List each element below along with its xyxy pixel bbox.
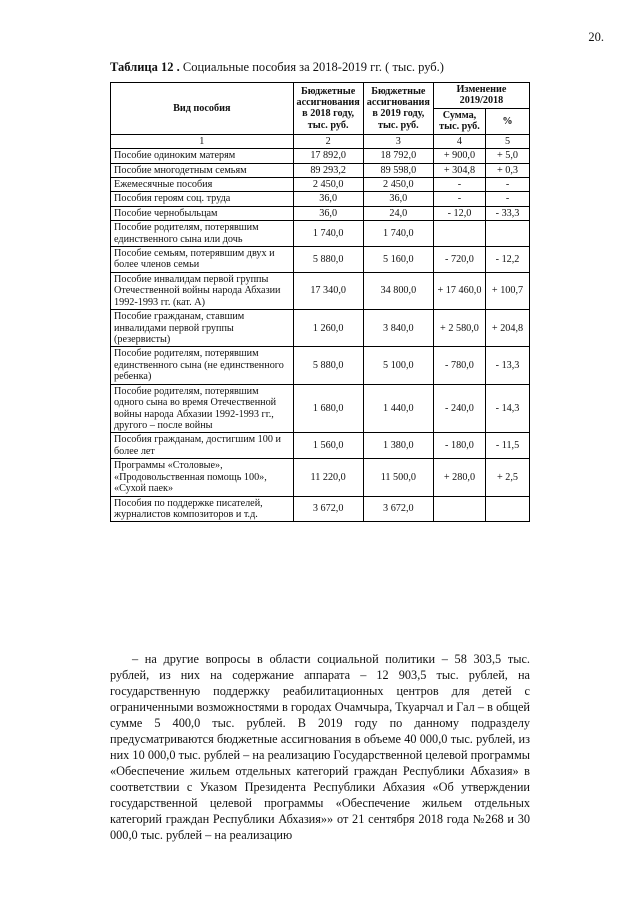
table-column-numbers-row <box>111 134 530 148</box>
row-change-sum: + 304,8 <box>433 163 485 177</box>
row-value-2018: 2 450,0 <box>293 177 363 191</box>
table-row <box>111 177 530 191</box>
row-value-2019: 18 792,0 <box>363 149 433 163</box>
row-change-sum: - <box>433 177 485 191</box>
row-value-2018: 89 293,2 <box>293 163 363 177</box>
table-caption-text: Социальные пособия за 2018-2019 гг. ( тыс. руб.) <box>179 60 444 74</box>
row-value-2018: 17 340,0 <box>293 272 363 309</box>
row-change-pct: - <box>486 192 530 206</box>
row-change-pct: - 12,2 <box>486 247 530 273</box>
row-label: Программы «Столовые», «Продовольственная помощь 100», «Сухой паек» <box>111 459 294 496</box>
row-value-2018: 5 880,0 <box>293 247 363 273</box>
row-value-2018: 1 560,0 <box>293 433 363 459</box>
table-caption <box>110 60 580 75</box>
row-change-pct <box>486 496 530 522</box>
row-label: Пособие родителям, потерявшим единственного сына или дочь <box>111 221 294 247</box>
row-value-2019: 5 160,0 <box>363 247 433 273</box>
table-row <box>111 206 530 220</box>
row-value-2019: 3 672,0 <box>363 496 433 522</box>
table-row <box>111 347 530 384</box>
row-change-pct: + 2,5 <box>486 459 530 496</box>
row-value-2018: 36,0 <box>293 192 363 206</box>
header-change-sum: Сумма, тыс. руб. <box>433 108 485 134</box>
header-2018: Бюджетные ассигнования в 2018 году, тыс. руб. <box>293 83 363 135</box>
row-change-sum: + 2 580,0 <box>433 310 485 347</box>
row-value-2019: 3 840,0 <box>363 310 433 347</box>
row-label: Пособия гражданам, достигшим 100 и более лет <box>111 433 294 459</box>
row-label: Пособие чернобыльцам <box>111 206 294 220</box>
row-change-sum: + 900,0 <box>433 149 485 163</box>
row-change-sum: - 720,0 <box>433 247 485 273</box>
row-value-2019: 36,0 <box>363 192 433 206</box>
table-body <box>111 149 530 522</box>
table-row <box>111 459 530 496</box>
row-value-2019: 89 598,0 <box>363 163 433 177</box>
row-value-2019: 34 800,0 <box>363 272 433 309</box>
social-benefits-table <box>110 82 530 522</box>
row-change-sum: - 780,0 <box>433 347 485 384</box>
table-caption-label: Таблица 12 . <box>110 60 180 74</box>
table-row <box>111 221 530 247</box>
table-head <box>111 83 530 149</box>
row-value-2018: 3 672,0 <box>293 496 363 522</box>
header-change: Изменение 2019/2018 <box>433 83 529 109</box>
row-label: Пособие родителям, потерявшим единственного сына (не единственного ребенка) <box>111 347 294 384</box>
colnum-1: 1 <box>111 134 294 148</box>
row-label: Пособие многодетным семьям <box>111 163 294 177</box>
header-benefit-type: Вид пособия <box>111 83 294 135</box>
colnum-3: 3 <box>363 134 433 148</box>
row-value-2018: 1 740,0 <box>293 221 363 247</box>
row-change-sum: + 280,0 <box>433 459 485 496</box>
row-change-pct: - 14,3 <box>486 384 530 433</box>
row-label: Пособие семьям, потерявшим двух и более членов семьи <box>111 247 294 273</box>
row-value-2019: 11 500,0 <box>363 459 433 496</box>
colnum-2: 2 <box>293 134 363 148</box>
row-change-pct: - <box>486 177 530 191</box>
colnum-5: 5 <box>486 134 530 148</box>
row-change-sum: - 240,0 <box>433 384 485 433</box>
table-row <box>111 433 530 459</box>
body-paragraph <box>110 652 530 844</box>
table-row <box>111 163 530 177</box>
row-change-pct <box>486 221 530 247</box>
row-change-pct: + 5,0 <box>486 149 530 163</box>
colnum-4: 4 <box>433 134 485 148</box>
row-label: Ежемесячные пособия <box>111 177 294 191</box>
row-value-2018: 36,0 <box>293 206 363 220</box>
header-2019: Бюджетные ассигнования в 2019 году, тыс. руб. <box>363 83 433 135</box>
row-value-2018: 5 880,0 <box>293 347 363 384</box>
table-row <box>111 310 530 347</box>
row-value-2019: 2 450,0 <box>363 177 433 191</box>
row-value-2018: 17 892,0 <box>293 149 363 163</box>
paragraph-text: – на другие вопросы в области социальной политики – 58 303,5 тыс. рублей, из них на содержание аппарата – 12 903,5 тыс. рублей, на государственную поддержку реабилитационных центров для детей с ограниченными возможностями в городах Очамчыра, Ткуарчал и Гал – в общей сумме 5 400,0 тыс. рублей. В 2019 году по данному подразделу предусматриваются бюджетные ассигнования в объеме 40 000,0 тыс. рублей, из них 10 000,0 тыс. рублей – на реализацию Государственной целевой программы «Обеспечение жильем отдельных категорий граждан Республики Абхазия» в соответствии с Указом Президента Республики Абхазия «Об утверждении государственной целевой программы «Обеспечение жильем отдельных категорий граждан Республики Абхазия»» от 21 сентября 2018 года №268 и 30 000,0 тыс. рублей – на реализацию <box>110 652 530 842</box>
row-value-2019: 1 380,0 <box>363 433 433 459</box>
row-label: Пособие родителям, потерявшим одного сына во время Отечественной войны народа Абхазии 1992-1993 гг., другого – после войны <box>111 384 294 433</box>
row-label: Пособие одиноким матерям <box>111 149 294 163</box>
table-row <box>111 192 530 206</box>
row-label: Пособия героям соц. труда <box>111 192 294 206</box>
table-row <box>111 496 530 522</box>
page-number: 20. <box>588 30 604 44</box>
table-row <box>111 247 530 273</box>
row-value-2018: 1 680,0 <box>293 384 363 433</box>
row-label: Пособие инвалидам первой группы Отечественной войны народа Абхазии 1992-1993 гг. (кат. А) <box>111 272 294 309</box>
table-header-row <box>111 83 530 109</box>
table-row <box>111 272 530 309</box>
row-value-2018: 1 260,0 <box>293 310 363 347</box>
row-value-2019: 24,0 <box>363 206 433 220</box>
table-row <box>111 149 530 163</box>
row-change-pct: - 11,5 <box>486 433 530 459</box>
row-value-2019: 1 440,0 <box>363 384 433 433</box>
row-change-sum <box>433 221 485 247</box>
row-change-sum: - 180,0 <box>433 433 485 459</box>
table-row <box>111 384 530 433</box>
row-change-sum <box>433 496 485 522</box>
row-change-pct: + 204,8 <box>486 310 530 347</box>
row-change-pct: + 0,3 <box>486 163 530 177</box>
row-change-sum: - 12,0 <box>433 206 485 220</box>
row-change-pct: - 33,3 <box>486 206 530 220</box>
row-value-2019: 1 740,0 <box>363 221 433 247</box>
row-value-2019: 5 100,0 <box>363 347 433 384</box>
row-label: Пособия по поддержке писателей, журналистов композиторов и т.д. <box>111 496 294 522</box>
row-change-sum: - <box>433 192 485 206</box>
row-change-pct: + 100,7 <box>486 272 530 309</box>
row-value-2018: 11 220,0 <box>293 459 363 496</box>
row-change-sum: + 17 460,0 <box>433 272 485 309</box>
header-change-pct: % <box>486 108 530 134</box>
row-label: Пособие гражданам, ставшим инвалидами первой группы (резервисты) <box>111 310 294 347</box>
row-change-pct: - 13,3 <box>486 347 530 384</box>
